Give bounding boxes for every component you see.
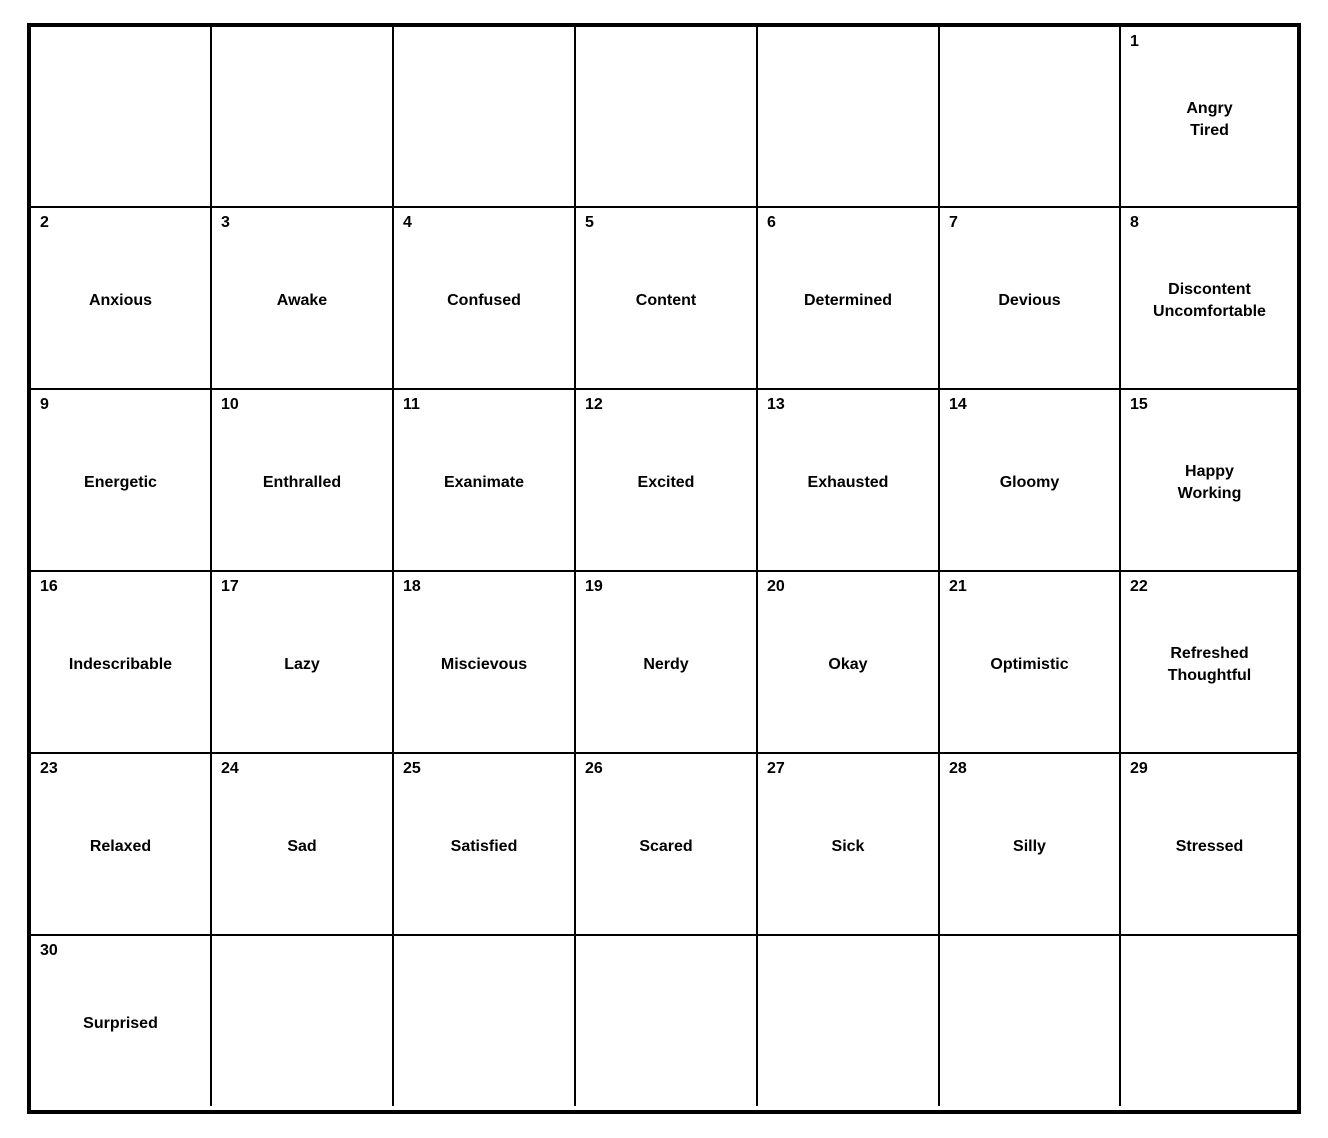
mood-label: Scared	[639, 838, 693, 855]
day-number: 8	[1130, 214, 1139, 231]
day-cell-6	[758, 208, 940, 390]
mood-label: Nerdy	[643, 656, 689, 673]
mood-label: Thoughtful	[1167, 667, 1252, 684]
mood-label: Angry	[1186, 99, 1233, 117]
mood-list	[394, 572, 574, 752]
mood-label: Refreshed	[1170, 645, 1249, 662]
mood-label: Uncomfortable	[1153, 303, 1266, 320]
mood-list	[394, 390, 574, 570]
day-number: 22	[1130, 578, 1148, 595]
mood-list	[1121, 572, 1298, 752]
mood-list	[1121, 390, 1298, 570]
day-cell-3	[212, 208, 394, 390]
day-cell-28	[940, 754, 1121, 936]
mood-list	[212, 754, 392, 934]
mood-label: Discontent	[1168, 281, 1251, 298]
mood-label: Exhausted	[807, 474, 889, 491]
mood-list	[31, 390, 210, 570]
mood-calendar-grid	[27, 23, 1301, 1114]
mood-label: Silly	[1013, 838, 1046, 855]
day-cell-24	[212, 754, 394, 936]
mood-label: Stressed	[1175, 838, 1244, 855]
mood-label: Devious	[998, 292, 1061, 309]
mood-label: Miscievous	[440, 656, 528, 673]
empty-day-cell	[940, 27, 1121, 208]
mood-list	[940, 572, 1119, 752]
mood-label: Exanimate	[443, 474, 525, 491]
day-cell-22	[1121, 572, 1301, 754]
mood-label: Gloomy	[999, 474, 1060, 491]
empty-day-cell	[31, 27, 212, 208]
mood-list	[940, 754, 1119, 934]
day-number: 24	[221, 760, 239, 777]
mood-list	[940, 208, 1119, 388]
day-number: 11	[403, 396, 420, 413]
mood-label: Tired	[1190, 121, 1229, 139]
day-number: 17	[221, 578, 239, 595]
day-cell-21	[940, 572, 1121, 754]
day-number: 21	[949, 578, 967, 595]
day-number: 19	[585, 578, 603, 595]
day-number: 7	[949, 214, 958, 231]
empty-day-cell	[576, 27, 758, 208]
day-cell-5	[576, 208, 758, 390]
mood-label: Sick	[831, 838, 865, 855]
day-cell-16	[31, 572, 212, 754]
mood-label: Energetic	[84, 474, 157, 491]
mood-label: Working	[1177, 485, 1242, 502]
mood-list	[212, 208, 392, 388]
day-cell-30	[31, 936, 212, 1106]
day-cell-8	[1121, 208, 1301, 390]
day-number: 5	[585, 214, 594, 231]
day-cell-12	[576, 390, 758, 572]
day-cell-1	[1121, 27, 1301, 208]
empty-day-cell	[212, 27, 394, 208]
mood-list	[576, 754, 756, 934]
mood-list	[212, 572, 392, 752]
day-cell-9	[31, 390, 212, 572]
mood-list	[940, 390, 1119, 570]
day-cell-4	[394, 208, 576, 390]
mood-label: Confused	[447, 292, 521, 309]
day-number: 6	[767, 214, 776, 231]
mood-list	[758, 754, 938, 934]
day-number: 25	[403, 760, 421, 777]
mood-list	[758, 572, 938, 752]
mood-list	[576, 572, 756, 752]
mood-list	[1121, 208, 1298, 388]
day-number: 4	[403, 214, 412, 231]
day-cell-14	[940, 390, 1121, 572]
mood-label: Indescribable	[68, 656, 173, 673]
day-cell-2	[31, 208, 212, 390]
day-cell-19	[576, 572, 758, 754]
mood-list	[394, 754, 574, 934]
day-cell-7	[940, 208, 1121, 390]
empty-day-cell	[394, 936, 576, 1106]
day-number: 10	[221, 396, 239, 413]
day-cell-29	[1121, 754, 1301, 936]
day-number: 29	[1130, 760, 1148, 777]
empty-day-cell	[212, 936, 394, 1106]
day-cell-27	[758, 754, 940, 936]
mood-list	[212, 390, 392, 570]
day-cell-13	[758, 390, 940, 572]
day-number: 3	[221, 214, 230, 231]
mood-list	[576, 390, 756, 570]
mood-label: Relaxed	[89, 838, 152, 855]
mood-label: Okay	[828, 656, 868, 673]
mood-list	[1121, 754, 1298, 934]
mood-label: Happy	[1185, 463, 1234, 480]
mood-label: Optimistic	[990, 656, 1069, 673]
day-number: 16	[40, 578, 58, 595]
day-number: 18	[403, 578, 421, 595]
mood-list	[31, 208, 210, 388]
mood-label: Enthralled	[262, 474, 342, 491]
empty-day-cell	[940, 936, 1121, 1106]
day-cell-18	[394, 572, 576, 754]
day-number: 26	[585, 760, 603, 777]
day-cell-20	[758, 572, 940, 754]
mood-list	[1121, 27, 1298, 206]
day-number: 15	[1130, 396, 1148, 413]
mood-label: Anxious	[88, 292, 153, 309]
day-number: 2	[40, 214, 49, 231]
mood-list	[758, 208, 938, 388]
mood-list	[576, 208, 756, 388]
day-number: 13	[767, 396, 785, 413]
mood-list	[31, 572, 210, 752]
mood-label: Awake	[276, 292, 328, 309]
mood-label: Determined	[803, 292, 893, 309]
mood-list	[758, 390, 938, 570]
day-number: 23	[40, 760, 58, 777]
day-cell-11	[394, 390, 576, 572]
mood-list	[31, 936, 210, 1106]
day-number: 28	[949, 760, 967, 777]
mood-list	[394, 208, 574, 388]
day-cell-26	[576, 754, 758, 936]
empty-day-cell	[758, 936, 940, 1106]
mood-label: Satisfied	[450, 838, 518, 855]
empty-day-cell	[1121, 936, 1301, 1106]
day-number: 1	[1130, 33, 1139, 50]
empty-day-cell	[394, 27, 576, 208]
mood-list	[31, 754, 210, 934]
day-cell-17	[212, 572, 394, 754]
day-number: 12	[585, 396, 603, 413]
day-number: 27	[767, 760, 785, 777]
mood-label: Content	[635, 292, 697, 309]
empty-day-cell	[576, 936, 758, 1106]
day-cell-15	[1121, 390, 1301, 572]
day-cell-25	[394, 754, 576, 936]
mood-label: Excited	[637, 474, 695, 491]
day-cell-10	[212, 390, 394, 572]
empty-day-cell	[758, 27, 940, 208]
day-number: 9	[40, 396, 49, 413]
day-number: 14	[949, 396, 967, 413]
day-number: 30	[40, 942, 58, 959]
day-cell-23	[31, 754, 212, 936]
mood-label: Sad	[287, 838, 317, 855]
mood-label: Lazy	[284, 656, 320, 673]
day-number: 20	[767, 578, 785, 595]
mood-label: Surprised	[83, 1015, 158, 1032]
